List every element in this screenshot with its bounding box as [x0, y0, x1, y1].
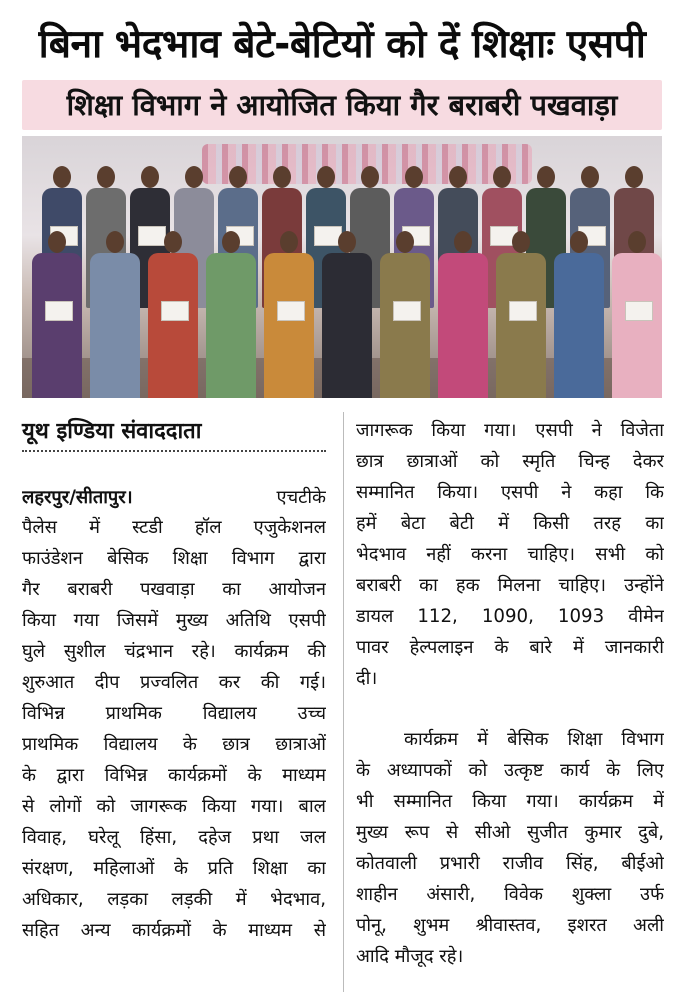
- subheadline: शिक्षा विभाग ने आयोजित किया गैर बराबरी पखवाड़ा: [22, 80, 662, 130]
- dateline-line: [22, 481, 326, 515]
- person-head: [97, 166, 115, 188]
- person-body: [148, 253, 198, 398]
- text-line: घुले सुशील चंद्रभान रहे। कार्यक्रम की: [22, 641, 326, 662]
- text-line: विवाह, घरेलू हिंसा, दहेज प्रथा जल: [22, 827, 326, 848]
- dateline: लहरपुर/सीतापुर।: [22, 487, 133, 508]
- person-head: [185, 166, 203, 188]
- person-head: [222, 231, 240, 253]
- person-head: [106, 231, 124, 253]
- text-line: पैलेस में स्टडी हॉल एजुकेशनल: [22, 517, 326, 538]
- person-head: [229, 166, 247, 188]
- person-head: [361, 166, 379, 188]
- certificate: [393, 301, 421, 321]
- text-line: भी सम्मानित किया गया। कार्यक्रम में: [356, 791, 664, 812]
- person-body: [90, 253, 140, 398]
- text-line: से लोगों को जागरूक किया गया। बाल: [22, 796, 326, 817]
- text-line: मुख्य रूप से सीओ सुजीत कुमार दुबे,: [356, 822, 664, 843]
- text-line: भेदभाव नहीं करना चाहिए। सभी को: [356, 544, 664, 565]
- person-body: [264, 253, 314, 398]
- person-head: [338, 231, 356, 253]
- person-head: [53, 166, 71, 188]
- text-line: गैर बराबरी पखवाड़ा का आयोजन: [22, 579, 326, 600]
- person-head: [449, 166, 467, 188]
- text-line: प्राथमिक विद्यालय के छात्र छात्राओं: [22, 734, 326, 755]
- headline: बिना भेदभाव बेटे-बेटियों को दें शिक्षाः एसपी: [38, 22, 646, 67]
- certificate: [45, 301, 73, 321]
- text-line: छात्र छात्राओं को स्मृति चिन्ह देकर: [356, 451, 664, 472]
- text-line: के द्वारा विभिन्न कार्यक्रमों के माध्यम: [22, 765, 326, 786]
- certificate: [625, 301, 653, 321]
- group-photo: [22, 136, 662, 398]
- person-head: [493, 166, 511, 188]
- person-head: [625, 166, 643, 188]
- text-line: कार्यक्रम में बेसिक शिक्षा विभाग: [404, 729, 664, 750]
- person-body: [380, 253, 430, 398]
- text-line: सम्मानित किया। एसपी ने कहा कि: [356, 482, 664, 503]
- person-body: [206, 253, 256, 398]
- person-body: [32, 253, 82, 398]
- text-line: फाउंडेशन बेसिक शिक्षा विभाग द्वारा: [22, 548, 326, 569]
- text-line: एचटीके: [276, 487, 326, 508]
- text-line: संरक्षण, महिलाओं के प्रति शिक्षा का: [22, 858, 326, 879]
- text-line: जागरूक किया गया। एसपी ने विजेता: [356, 420, 664, 441]
- person-head: [512, 231, 530, 253]
- text-line: विभिन्न प्राथमिक विद्यालय उच्च: [22, 703, 326, 724]
- text-line: दी।: [356, 668, 378, 689]
- text-line: बराबरी का हक मिलना चाहिए। उन्होंने: [356, 575, 664, 596]
- text-line: पोनू, शुभम श्रीवास्तव, इशरत अली: [356, 915, 664, 936]
- person-head: [273, 166, 291, 188]
- person-head: [396, 231, 414, 253]
- text-line: शाहीन अंसारी, विवेक शुक्ला उर्फ: [356, 884, 664, 905]
- text-line: कोतवाली प्रभारी राजीव सिंह, बीईओ: [356, 853, 664, 874]
- person-head: [581, 166, 599, 188]
- certificate: [277, 301, 305, 321]
- person-head: [141, 166, 159, 188]
- column-divider: [343, 412, 344, 992]
- person-head: [570, 231, 588, 253]
- byline: यूथ इण्डिया संवाददाता: [22, 414, 326, 452]
- person-body: [438, 253, 488, 398]
- person-body: [554, 253, 604, 398]
- person-head: [317, 166, 335, 188]
- text-line: अधिकार, लड़का लड़की में भेदभाव,: [22, 889, 326, 910]
- text-line: के अध्यापकों को उत्कृष्ट कार्य के लिए: [356, 760, 664, 781]
- certificate: [161, 301, 189, 321]
- text-line: डायल 112, 1090, 1093 वीमेन: [356, 606, 664, 627]
- person-head: [454, 231, 472, 253]
- text-line: पावर हेल्पलाइन के बारे में जानकारी: [356, 637, 664, 658]
- person-head: [164, 231, 182, 253]
- person-body: [612, 253, 662, 398]
- person-head: [628, 231, 646, 253]
- text-line: हमें बेटा बेटी में किसी तरह का: [356, 513, 664, 534]
- text-line: आदि मौजूद रहे।: [356, 946, 464, 967]
- person-head: [537, 166, 555, 188]
- certificate: [509, 301, 537, 321]
- person-head: [405, 166, 423, 188]
- certificate: [138, 226, 166, 246]
- person-head: [48, 231, 66, 253]
- person-body: [322, 253, 372, 398]
- text-line: किया गया जिसमें मुख्य अतिथि एसपी: [22, 610, 326, 631]
- text-line: शुरुआत दीप प्रज्वलित कर की गई।: [22, 672, 326, 693]
- text-line: सहित अन्य कार्यक्रमों के माध्यम से: [22, 920, 326, 941]
- person-head: [280, 231, 298, 253]
- person-body: [496, 253, 546, 398]
